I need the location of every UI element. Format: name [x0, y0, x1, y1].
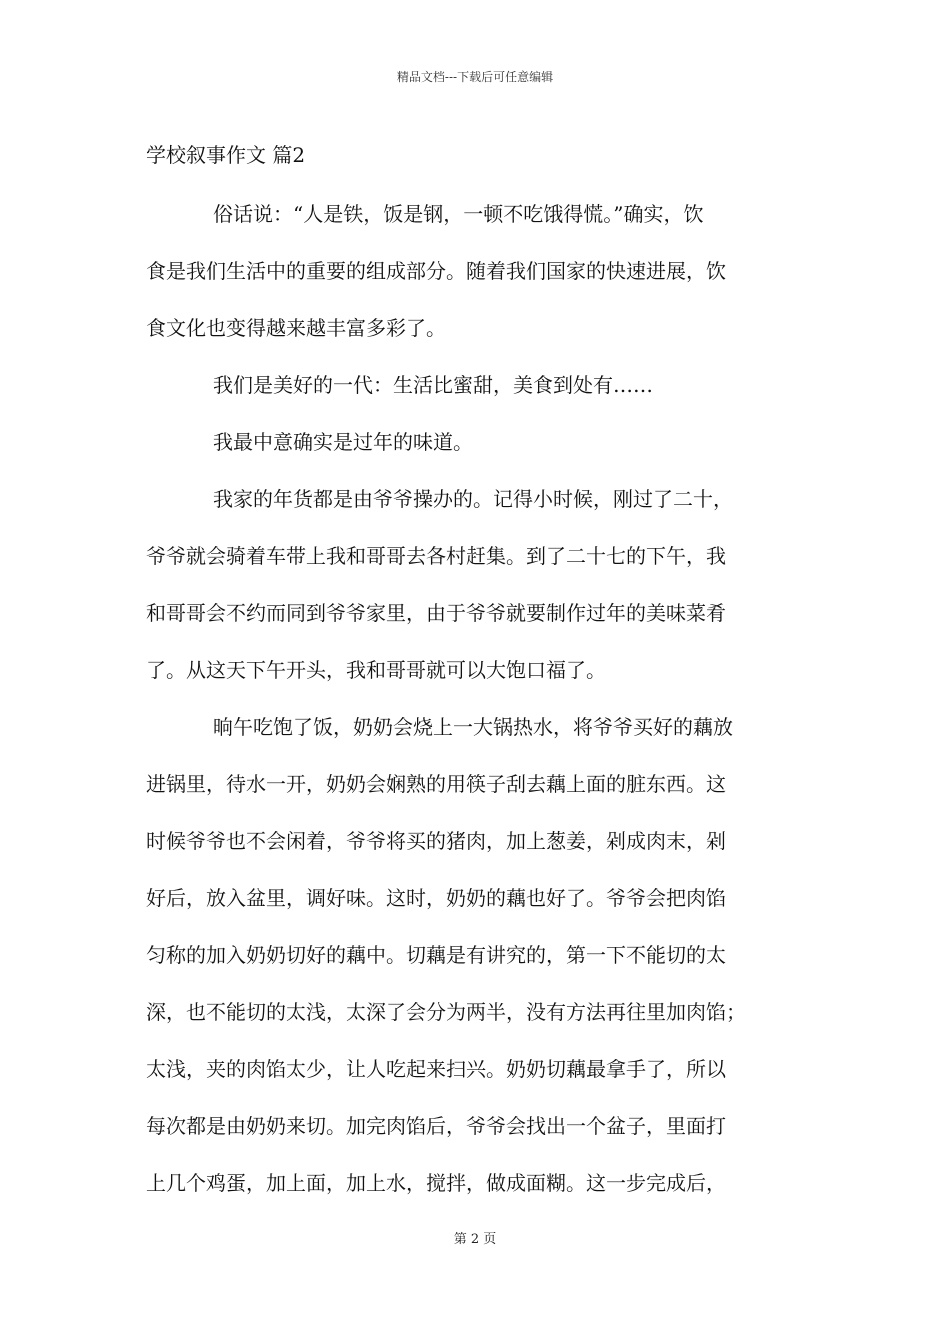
text-line: 好后，放入盆里，调好味。这时，奶奶的藕也好了。爷爷会把肉馅: [146, 886, 726, 910]
text-line: 俗话说：“人是铁，饭是钢，一顿不吃饿得慌。”确实，饮: [213, 202, 704, 226]
text-line: 进锅里，待水一开，奶奶会娴熟的用筷子刮去藕上面的脏东西。这: [146, 772, 726, 796]
essay-title: 学校叙事作文 篇2: [146, 143, 306, 167]
text-line: 太浅，夹的肉馅太少，让人吃起来扫兴。奶奶切藕最拿手了，所以: [146, 1057, 726, 1081]
text-line: 每次都是由奶奶来切。加完肉馅后，爷爷会找出一个盆子，里面打: [146, 1114, 726, 1138]
text-line: 爷爷就会骑着车带上我和哥哥去各村赶集。到了二十七的下午，我: [146, 544, 726, 568]
text-line: 了。从这天下午开头，我和哥哥就可以大饱口福了。: [146, 658, 606, 682]
text-line: 时候爷爷也不会闲着，爷爷将买的猪肉，加上葱姜，剁成肉末，剁: [146, 829, 726, 853]
text-line: 我们是美好的一代：生活比蜜甜，美食到处有……: [213, 373, 653, 397]
text-line: 上几个鸡蛋，加上面，加上水，搅拌，做成面糊。这一步完成后，: [146, 1171, 726, 1195]
text-line: 晌午吃饱了饭，奶奶会烧上一大锅热水，将爷爷买好的藕放: [213, 715, 733, 739]
page-number: 第 2 页: [453, 1232, 497, 1247]
text-line: 我家的年货都是由爷爷操办的。记得小时候，刚过了二十，: [213, 487, 733, 511]
text-line: 食文化也变得越来越丰富多彩了。: [146, 316, 446, 340]
page-header: 精品文档---下载后可任意编辑: [396, 70, 554, 84]
text-line: 和哥哥会不约而同到爷爷家里，由于爷爷就要制作过年的美味菜肴: [146, 601, 726, 625]
text-line: 我最中意确实是过年的味道。: [213, 430, 473, 454]
text-line: 食是我们生活中的重要的组成部分。随着我们国家的快速进展，饮: [146, 259, 726, 283]
text-line: 深，也不能切的太浅，太深了会分为两半，没有方法再往里加肉馅；: [146, 1000, 746, 1024]
text-line: 匀称的加入奶奶切好的藕中。切藕是有讲究的，第一下不能切的太: [146, 943, 726, 967]
